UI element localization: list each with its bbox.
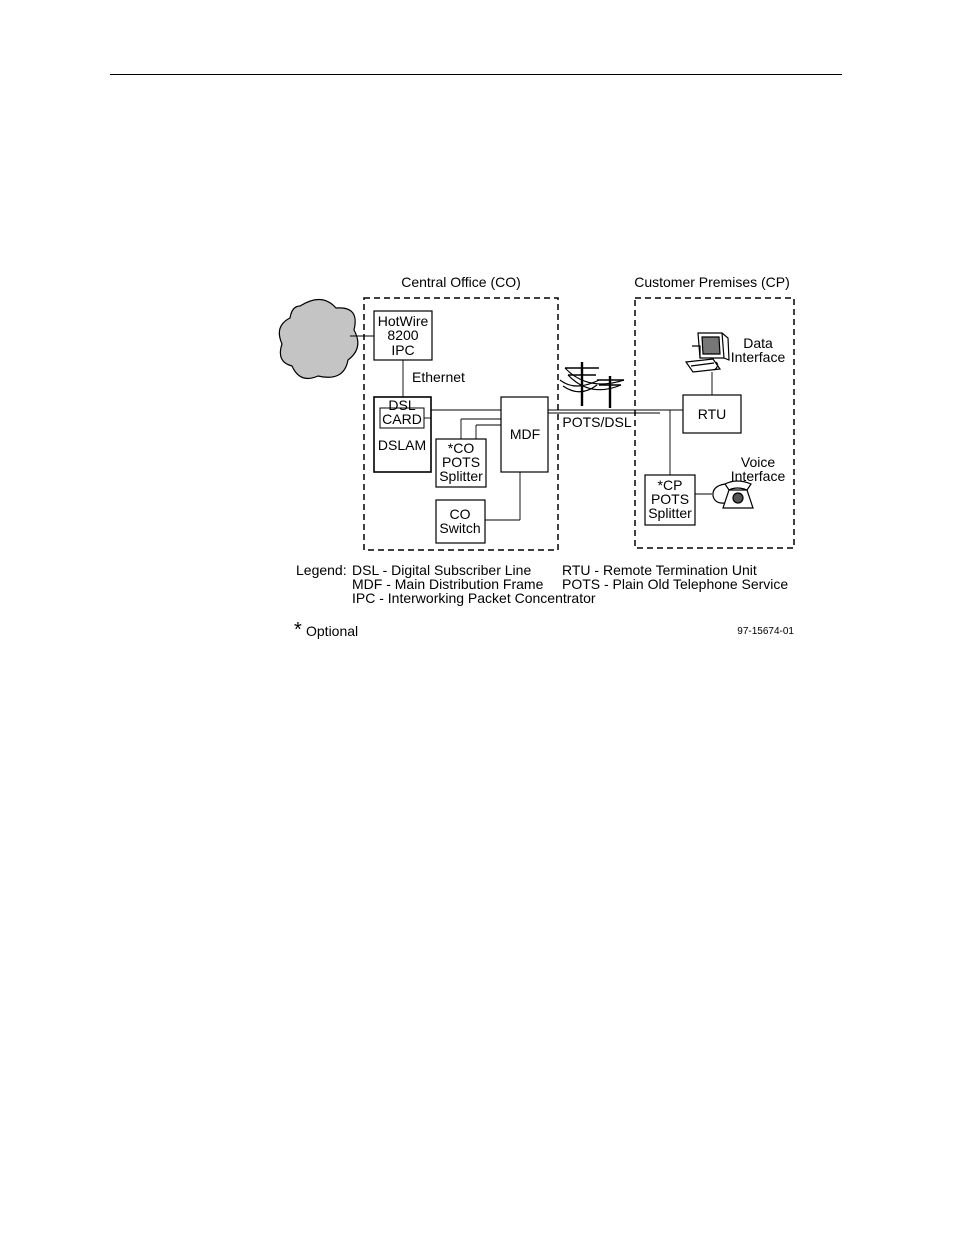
- hotwire-label-2: 8200: [387, 327, 419, 343]
- legend-item-ipc: IPC - Interworking Packet Concentrator: [352, 590, 596, 606]
- co-switch-label-1: CO: [449, 506, 471, 522]
- legend-label: Legend:: [296, 562, 347, 578]
- footnote-text: Optional: [306, 623, 359, 639]
- cp-splitter-label-2: POTS: [650, 491, 690, 507]
- legend-item-mdf: MDF - Main Distribution Frame: [352, 576, 544, 592]
- figure-id: 97-15674-01: [737, 626, 794, 637]
- co-splitter-label-2: POTS: [441, 454, 481, 470]
- mdf-label: MDF: [509, 426, 541, 442]
- co-switch-label-2: Switch: [439, 520, 481, 536]
- telephone-pole-icon: [560, 362, 624, 408]
- network-cloud-icon: [279, 299, 358, 378]
- legend-item-pots: POTS - Plain Old Telephone Service: [562, 576, 789, 592]
- dsl-card-label-1: DSL: [388, 397, 416, 413]
- legend-item-rtu: RTU - Remote Termination Unit: [562, 562, 757, 578]
- computer-terminal-icon: [686, 333, 729, 372]
- footnote-marker: *: [294, 619, 302, 641]
- co-splitter-label-3: Splitter: [439, 468, 483, 484]
- rtu-label: RTU: [697, 406, 727, 422]
- co-splitter-label-1: *CO: [447, 440, 475, 456]
- hotwire-label-3: IPC: [391, 342, 415, 358]
- pots-dsl-label: POTS/DSL: [562, 414, 632, 430]
- cp-region-label: Customer Premises (CP): [634, 274, 790, 290]
- ethernet-label: Ethernet: [412, 369, 465, 385]
- telephone-icon: [713, 481, 753, 508]
- cp-splitter-label-3: Splitter: [648, 505, 692, 521]
- voice-interface-label-1: Voice: [740, 454, 776, 470]
- data-interface-label-1: Data: [743, 335, 773, 351]
- dsl-card-label-2: CARD: [382, 411, 422, 427]
- cp-splitter-label-1: *CP: [657, 477, 683, 493]
- voice-interface-label-2: Interface: [730, 468, 786, 484]
- co-region-label: Central Office (CO): [401, 274, 521, 290]
- legend-item-dsl: DSL - Digital Subscriber Line: [352, 562, 532, 578]
- hotwire-label-1: HotWire: [377, 313, 429, 329]
- dslam-label: DSLAM: [377, 437, 427, 453]
- data-interface-label-2: Interface: [730, 349, 786, 365]
